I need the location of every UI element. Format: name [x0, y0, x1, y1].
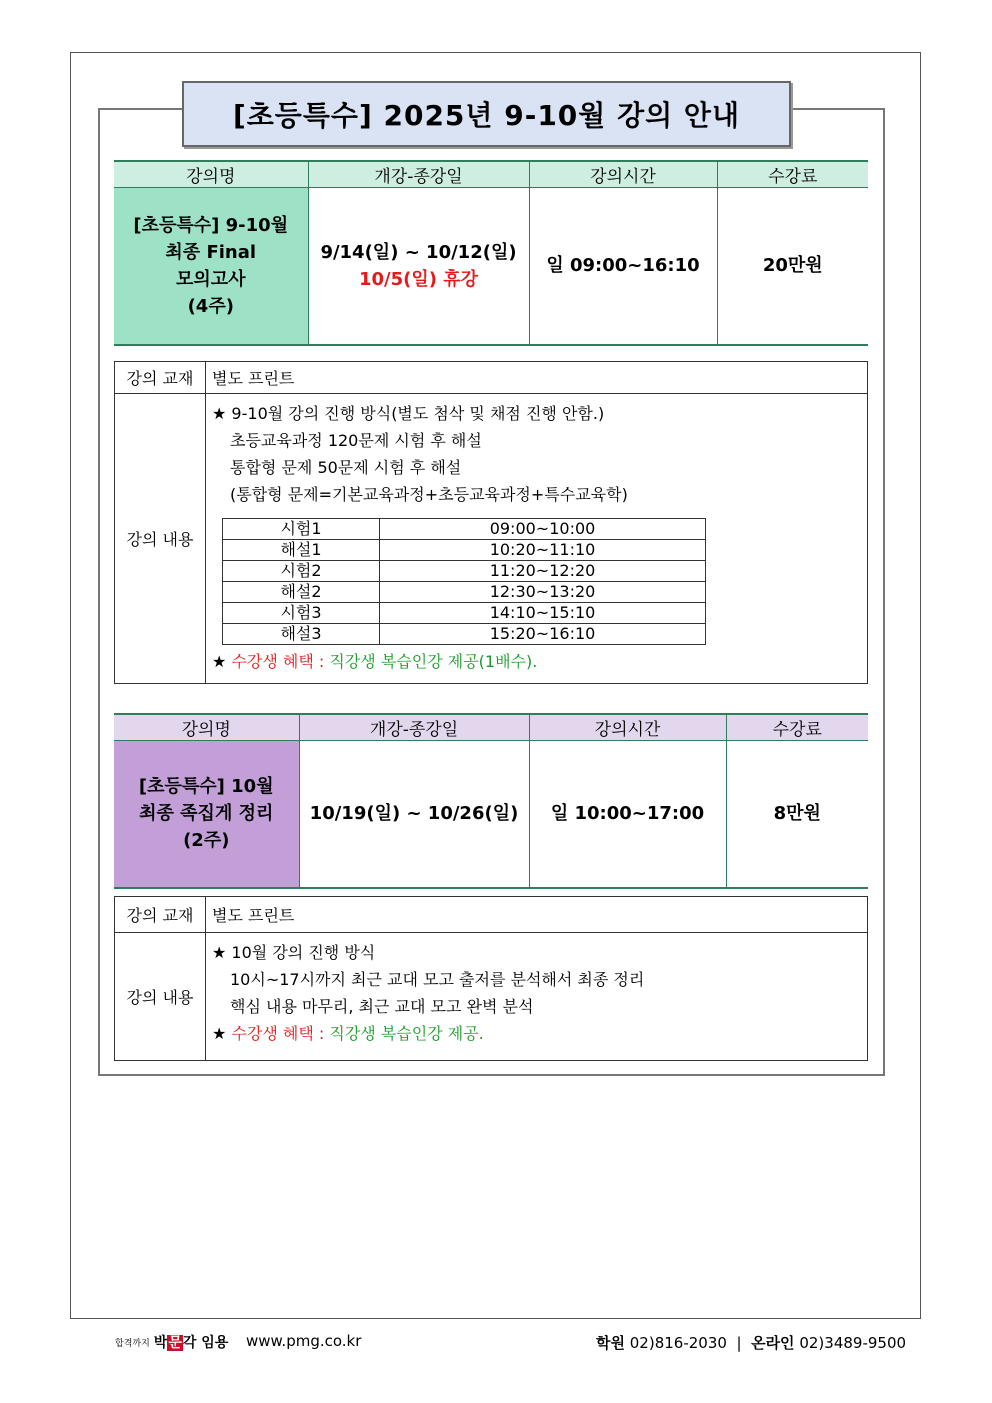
- table-row: 시험1 09:00~10:00: [223, 519, 706, 540]
- star-icon: ★: [212, 652, 227, 671]
- course1-fee: 20만원: [717, 188, 868, 345]
- table-row: 해설2 12:30~13:20: [223, 582, 706, 603]
- header-time: 강의시간: [529, 161, 717, 188]
- course2-time: 일 10:00~17:00: [529, 741, 726, 888]
- course2-textbook: 별도 프린트: [206, 897, 868, 933]
- footer: [0, 1322, 992, 1362]
- site-link[interactable]: www.pmg.co.kr: [246, 1332, 362, 1350]
- course1-content-line: ★ 9-10월 강의 진행 방식(별도 첨삭 및 채점 진행 안함.): [212, 404, 605, 423]
- header-fee: 수강료: [717, 161, 868, 188]
- course1-content-line: 초등교육과정 120문제 시험 후 해설: [230, 431, 482, 450]
- star-icon: ★: [212, 1024, 227, 1043]
- course1-period-cell: [308, 188, 529, 345]
- course1-table: [114, 160, 868, 346]
- course2-content: [206, 933, 868, 1061]
- course1-time: 일 09:00~16:10: [529, 188, 717, 345]
- course2-content-line: 핵심 내용 마무리, 최근 교대 모고 완벽 분석: [230, 997, 534, 1016]
- course2-content-label: 강의 내용: [115, 933, 206, 1061]
- course1-period: 9/14(일) ~ 10/12(일): [320, 241, 517, 263]
- course2-table: [114, 713, 868, 889]
- header-time: 강의시간: [529, 714, 726, 741]
- course2-period: 10/19(일) ~ 10/26(일): [299, 741, 529, 888]
- table-row: 시험3 14:10~15:10: [223, 603, 706, 624]
- course2-content-line: ★ 10월 강의 진행 방식: [212, 943, 376, 962]
- course1-info-table: [114, 361, 868, 684]
- contact-info: 학원 02)816-2030 | 온라인 02)3489-9500: [596, 1334, 907, 1352]
- course2-name: [초등특수] 10월 최종 족집게 정리 (2주): [114, 741, 299, 888]
- course2-textbook-label: 강의 교재: [115, 897, 206, 933]
- header-name: 강의명: [114, 714, 299, 741]
- course1-name: [초등특수] 9-10월 최종 Final 모의고사 (4주): [114, 188, 308, 345]
- course1-holiday: 10/5(일) 휴강: [358, 268, 479, 290]
- course2-info-table: [114, 896, 868, 1061]
- course1-content: [206, 394, 868, 684]
- course1-content-label: 강의 내용: [115, 394, 206, 684]
- course2-fee: 8만원: [726, 741, 868, 888]
- header-fee: 수강료: [726, 714, 868, 741]
- course1-textbook: 별도 프린트: [206, 362, 868, 394]
- table-row: 해설1 10:20~11:10: [223, 540, 706, 561]
- course2-content-line: 10시~17시까지 최근 교대 모고 출저를 분석해서 최종 정리: [230, 970, 645, 989]
- table-row: 해설3 15:20~16:10: [223, 624, 706, 645]
- course1-content-line: (통합형 문제=기본교육과정+초등교육과정+특수교육학): [230, 485, 628, 504]
- header-name: 강의명: [114, 161, 308, 188]
- brand-logo[interactable]: 합격까지 박문각 임용: [115, 1335, 229, 1351]
- header-period: 개강-종강일: [299, 714, 529, 741]
- course1-content-line: 통합형 문제 50문제 시험 후 해설: [230, 458, 462, 477]
- course1-schedule-table: [222, 518, 706, 645]
- course1-benefit: ★ 수강생 혜택 : 직강생 복습인강 제공(1배수).: [212, 652, 538, 671]
- page-title: [초등특수] 2025년 9-10월 강의 안내: [182, 81, 791, 147]
- course2-benefit: ★ 수강생 혜택 : 직강생 복습인강 제공.: [212, 1024, 484, 1043]
- header-period: 개강-종강일: [308, 161, 529, 188]
- table-row: 시험2 11:20~12:20: [223, 561, 706, 582]
- course1-textbook-label: 강의 교재: [115, 362, 206, 394]
